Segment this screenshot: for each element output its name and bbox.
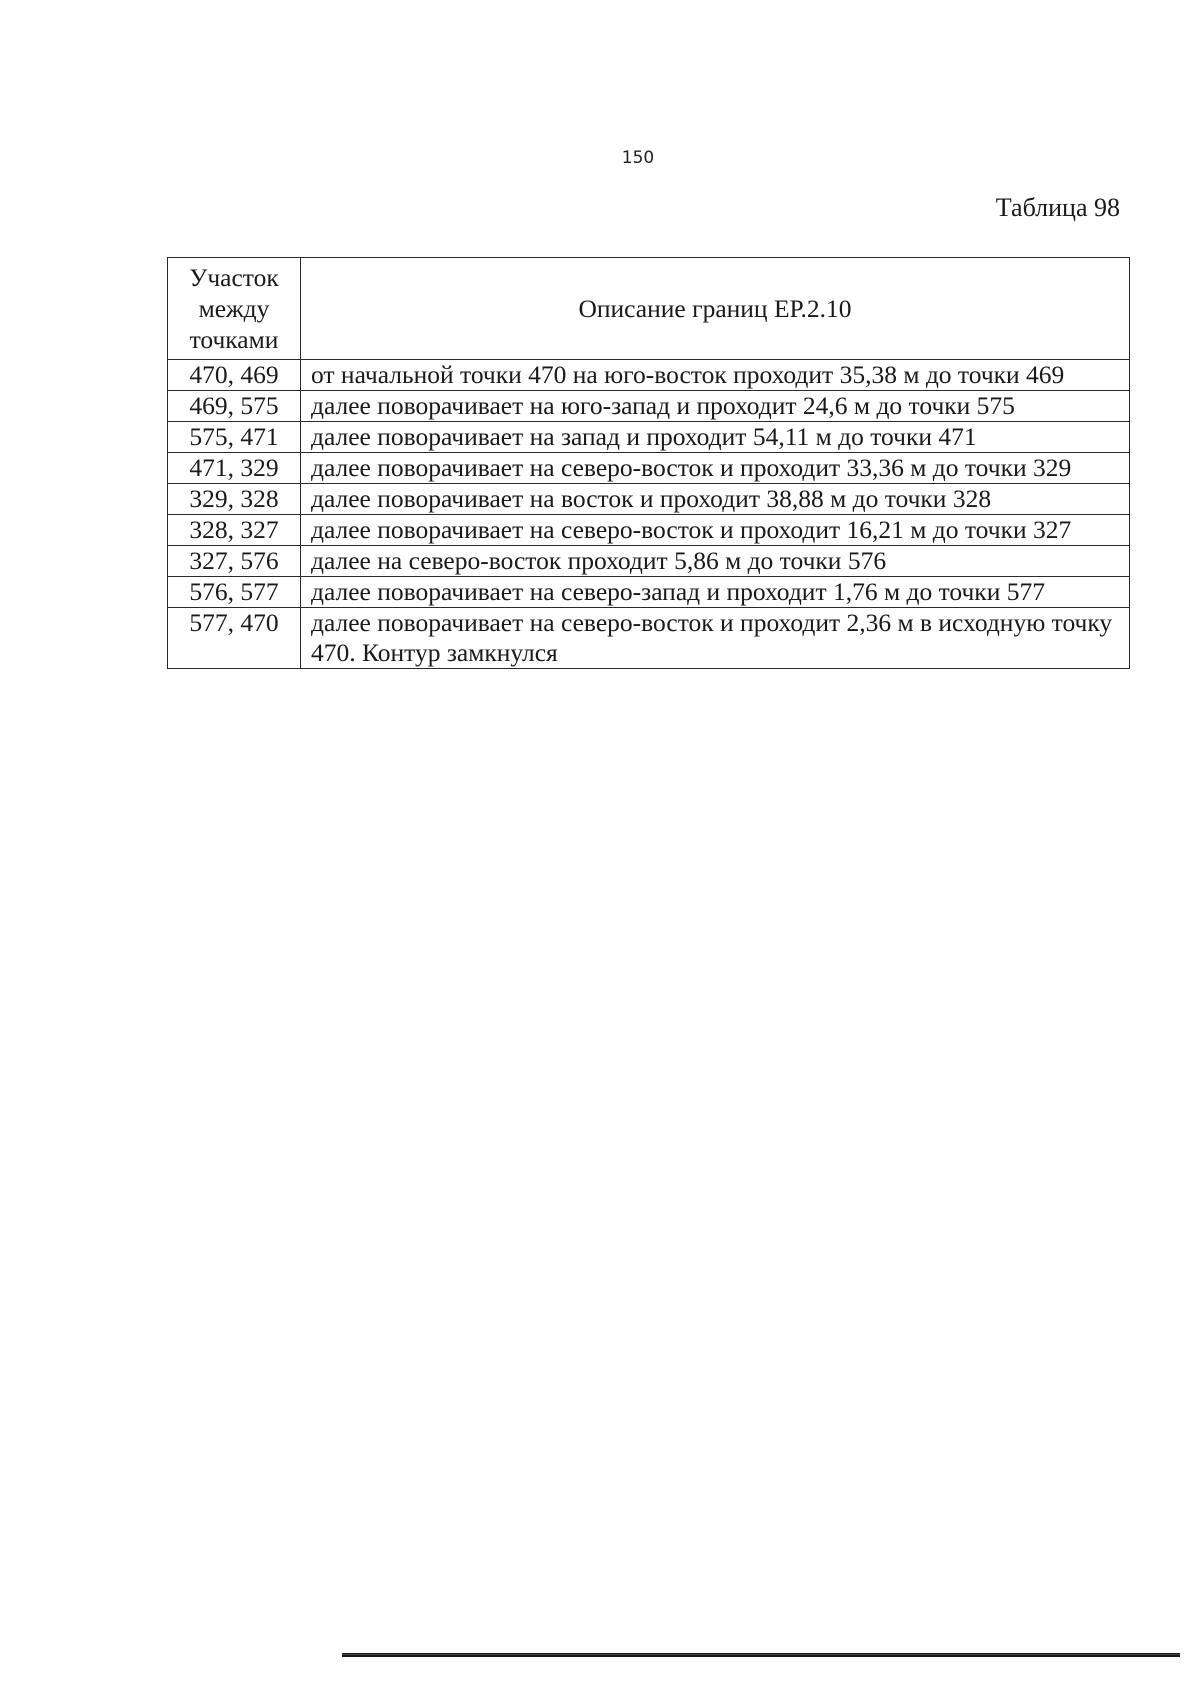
- table-row: [168, 608, 1130, 669]
- row-description: далее поворачивает на северо-запад и проходит 1,76 м до точки 577: [301, 577, 1130, 608]
- row-description: от начальной точки 470 на юго-восток проходит 35,38 м до точки 469: [301, 360, 1130, 391]
- row-points: 577, 470: [168, 608, 301, 669]
- row-points: 469, 575: [168, 391, 301, 422]
- row-points: 328, 327: [168, 515, 301, 546]
- page-number: 150: [621, 148, 655, 168]
- row-description: далее поворачивает на северо-восток и проходит 16,21 м до точки 327: [301, 515, 1130, 546]
- table-row: [168, 484, 1130, 515]
- table-row: [168, 515, 1130, 546]
- row-description: далее поворачивает на северо-восток и проходит 2,36 м в исходную точку 470. Контур замкнулся: [301, 608, 1130, 669]
- table-row: [168, 546, 1130, 577]
- header-boundary-description: Описание границ ЕР.2.10: [301, 258, 1130, 360]
- row-description: далее на северо-восток проходит 5,86 м до точки 576: [301, 546, 1130, 577]
- row-points: 327, 576: [168, 546, 301, 577]
- table-row: [168, 422, 1130, 453]
- header-section-between-points: Участок между точками: [168, 258, 301, 360]
- row-description: далее поворачивает на запад и проходит 54,11 м до точки 471: [301, 422, 1130, 453]
- row-points: 575, 471: [168, 422, 301, 453]
- table-row: [168, 391, 1130, 422]
- table-row: [168, 453, 1130, 484]
- table-header-row: [168, 258, 1130, 360]
- row-points: 471, 329: [168, 453, 301, 484]
- table-row: [168, 360, 1130, 391]
- row-points: 576, 577: [168, 577, 301, 608]
- boundary-description-table: [167, 257, 1130, 669]
- row-description: далее поворачивает на юго-запад и проходит 24,6 м до точки 575: [301, 391, 1130, 422]
- table-row: [168, 577, 1130, 608]
- bottom-scan-rule-line: [342, 1654, 1180, 1655]
- row-description: далее поворачивает на восток и проходит 38,88 м до точки 328: [301, 484, 1130, 515]
- bottom-scan-rule: [342, 1653, 1180, 1657]
- table-caption: Таблица 98: [995, 193, 1120, 222]
- row-points: 329, 328: [168, 484, 301, 515]
- row-description: далее поворачивает на северо-восток и проходит 33,36 м до точки 329: [301, 453, 1130, 484]
- row-points: 470, 469: [168, 360, 301, 391]
